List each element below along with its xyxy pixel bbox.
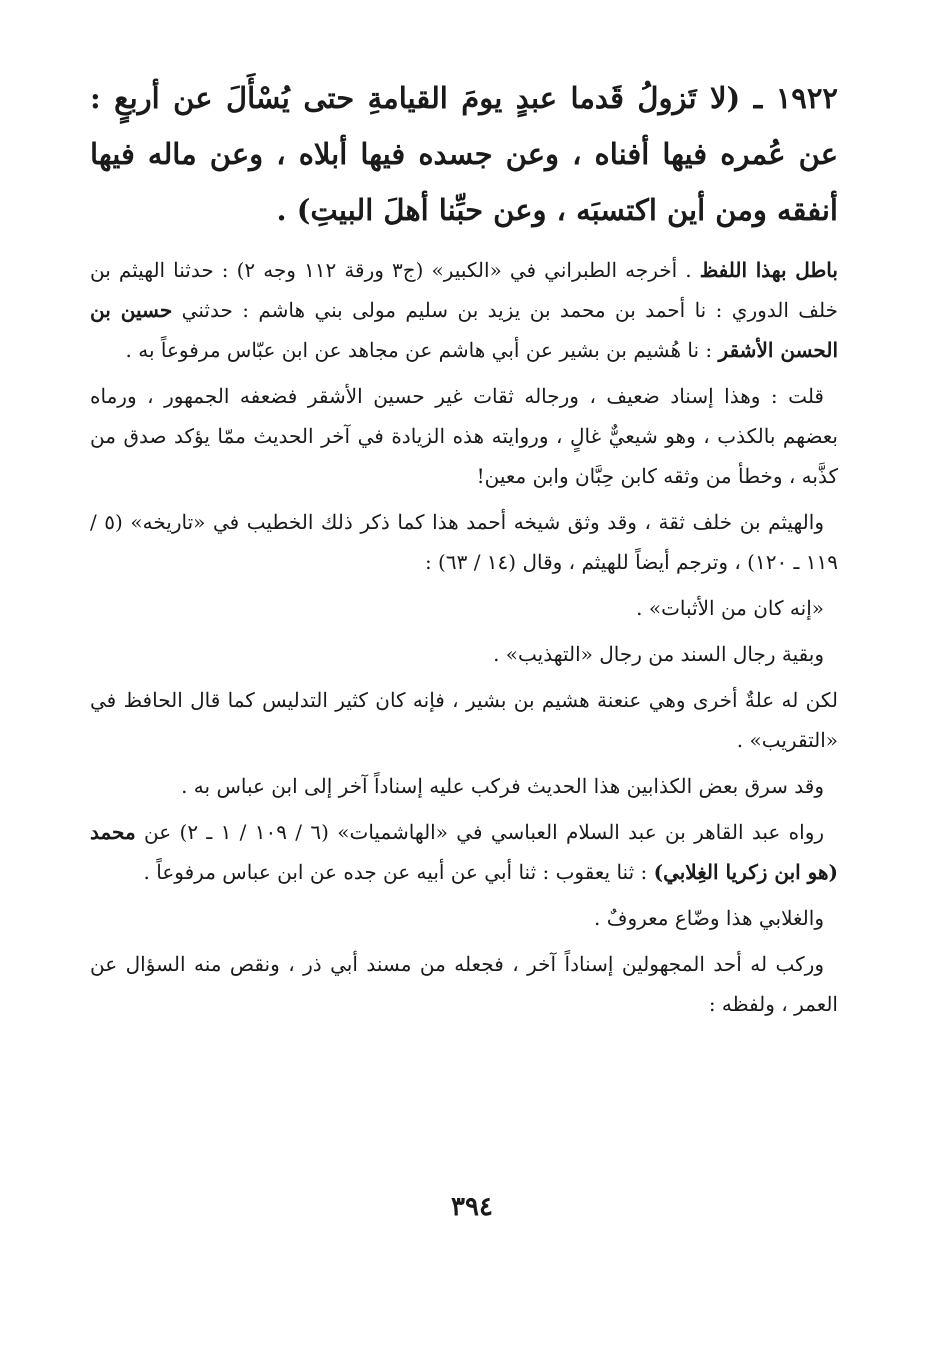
- takhrij-text: . أخرجه الطبراني في «الكبير» (ج٣ ورقة ١١٢ وجه ٢) : حدثنا الهيثم بن خلف الدوري : نا أحمد بن محمد بن يزيد بن سليم مولى بني هاشم : حدثني: [90, 258, 838, 322]
- commentary-paragraph: قلت : وهذا إسناد ضعيف ، ورجاله ثقات غير حسين الأشقر فضعفه الجمهور ، ورماه بعضهم بالكذب ، وهو شيعيٌّ غالٍ ، وروايته هذه الزيادة في آخر الحديث ممّا يؤكد صدق من كذَّبه ، وخطأ من وثقه كابن حِبَّان وابن معين!: [90, 384, 838, 488]
- quote-paragraph: «إنه كان من الأثبات» .: [636, 596, 824, 620]
- tahdhib-paragraph: وبقية رجال السند من رجال «التهذيب» .: [493, 642, 824, 666]
- hashimiyyat-text: رواه عبد القاهر بن عبد السلام العباسي في «الهاشميات» (٦ / ١٠٩ / ١ ـ ٢) عن: [135, 820, 825, 844]
- hadith-text: ١٩٢٢ ـ (لا تَزولُ قَدما عبدٍ يومَ القيامةِ حتى يُسْأَلَ عن أربعٍ : عن عُمره فيها أفناه ، وعن جسده فيها أبلاه ، وعن ماله فيها أنفقه ومن أين اكتسبَه ، وعن حبِّنا أهلَ البيتِ) .: [90, 81, 838, 227]
- haytham-paragraph: والهيثم بن خلف ثقة ، وقد وثق شيخه أحمد هذا كما ذكر ذلك الخطيب في «تاريخه» (٥ / ١١٩ ـ ١٢٠) ، وترجم أيضاً للهيثم ، وقال (١٤ / ٦٣) :: [90, 510, 838, 574]
- page-number: ٣٩٤: [451, 1192, 493, 1222]
- ghalabi-bold: محمد (هو ابن زكريا الغِلابي): [90, 820, 838, 884]
- page-body: [90, 70, 838, 1030]
- ghalabi-chain-text: : ثنا يعقوب : ثنا أبي عن أبيه عن جده عن ابن عباس مرفوعاً .: [143, 860, 654, 884]
- narrator-bold: حسين بن الحسن الأشقر: [90, 298, 838, 362]
- chain-text: : نا هُشيم بن بشير عن أبي هاشم عن مجاهد عن ابن عبّاس مرفوعاً به .: [125, 338, 719, 362]
- abu-dharr-paragraph: وركب له أحد المجهولين إسناداً آخر ، فجعله من مسند أبي ذر ، ونقص منه السؤال عن العمر ، ولفظه :: [90, 952, 838, 1016]
- theft-paragraph: وقد سرق بعض الكذابين هذا الحديث فركب عليه إسناداً آخر إلى ابن عباس به .: [181, 774, 824, 798]
- ruling-bold: باطل بهذا اللفظ: [699, 258, 838, 282]
- takhrij-paragraph: [90, 250, 838, 370]
- hashimiyyat-paragraph: [90, 812, 838, 892]
- ghalabi-paragraph: والغلابي هذا وضّاع معروفٌ .: [594, 906, 824, 930]
- illah-paragraph: لكن له علةٌ أخرى وهي عنعنة هشيم بن بشير ، فإنه كان كثير التدليس كما قال الحافظ في «التقريب» .: [90, 688, 839, 752]
